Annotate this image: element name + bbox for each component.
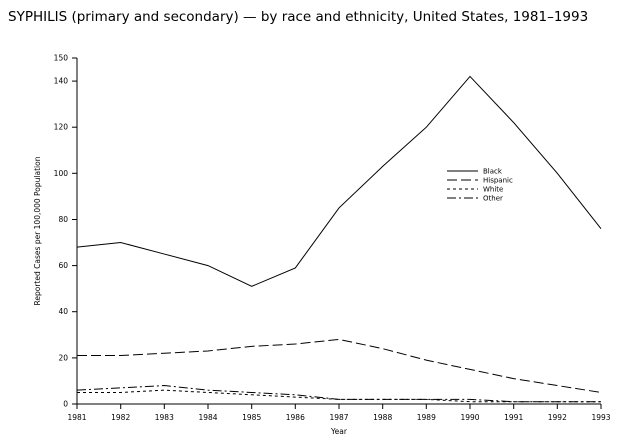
y-tick-label: 40	[58, 307, 68, 317]
series-line-black	[77, 76, 601, 286]
x-tick-label: 1984	[198, 413, 218, 422]
x-tick-label: 1990	[460, 413, 480, 422]
y-tick-label: 60	[58, 261, 68, 271]
y-axis-top-label: 150	[53, 53, 68, 63]
page-title: SYPHILIS (primary and secondary) — by race and ethnicity, United States, 1981–1993	[8, 9, 589, 25]
y-tick-label: 0	[63, 399, 68, 409]
legend-label-other: Other	[483, 194, 503, 203]
x-axis-ticks	[67, 404, 610, 422]
y-tick-label: 20	[58, 353, 68, 363]
y-axis-title: Reported Cases per 100,000 Population	[33, 156, 42, 306]
x-tick-label: 1986	[285, 413, 305, 422]
x-tick-label: 1981	[67, 413, 87, 422]
legend	[447, 168, 513, 203]
x-tick-label: 1985	[242, 413, 262, 422]
x-tick-label: 1988	[373, 413, 393, 422]
y-tick-label: 140	[53, 76, 68, 86]
x-tick-label: 1983	[154, 413, 174, 422]
series-line-white	[77, 390, 601, 402]
y-tick-label: 80	[58, 215, 68, 224]
y-tick-label: 100	[53, 168, 68, 178]
y-tick-label: 120	[53, 122, 68, 132]
x-tick-label: 1991	[504, 413, 524, 422]
x-axis-title: Year	[331, 427, 347, 436]
series-group	[77, 76, 601, 401]
x-tick-label: 1982	[111, 413, 131, 422]
plot-axes	[77, 58, 601, 404]
x-tick-label: 1987	[329, 413, 349, 422]
legend-label-white: White	[483, 185, 504, 194]
x-tick-label: 1989	[416, 413, 436, 422]
series-line-other	[77, 386, 601, 402]
legend-label-hispanic: Hispanic	[483, 176, 513, 185]
y-axis-ticks	[54, 54, 77, 409]
x-tick-label: 1993	[591, 413, 611, 422]
legend-label-black: Black	[483, 167, 502, 176]
x-tick-label: 1992	[547, 413, 567, 422]
series-line-hispanic	[77, 339, 601, 392]
